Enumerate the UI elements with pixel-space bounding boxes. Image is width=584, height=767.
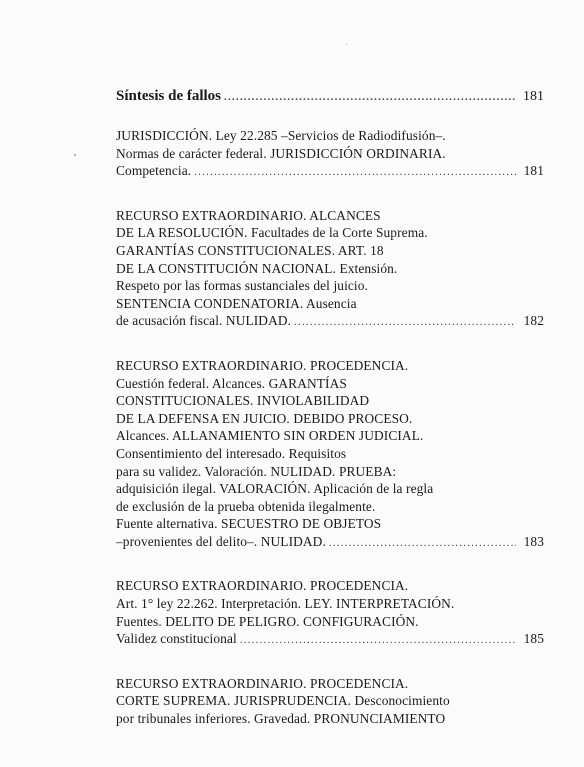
toc-entry	[116, 207, 544, 332]
entry-text: Validez constitucional	[116, 631, 237, 647]
entry-line: JURISDICCIÓN. Ley 22.285 –Servicios de Radiodifusión–.	[116, 128, 446, 143]
entry-line: para su validez. Valoración. NULIDAD. PRUEBA:	[116, 463, 397, 479]
entry-line: de exclusión de la prueba obtenida ilegalmente.	[116, 498, 376, 514]
entry-line: DE LA RESOLUCIÓN. Facultades de la Corte Suprema.	[116, 225, 428, 241]
page-number: 183	[523, 533, 544, 549]
entry-line: CONSTITUCIONALES. INVIOLABILIDAD	[116, 393, 370, 409]
entry-text: de acusación fiscal. NULIDAD.	[116, 313, 292, 329]
entry-line: Cuestión federal. Alcances. GARANTÍAS	[116, 375, 347, 391]
dot-leader	[294, 314, 516, 332]
entry-last-line	[116, 162, 544, 182]
entry-line: Alcances. ALLANAMIENTO SIN ORDEN JUDICIAL.	[116, 428, 424, 444]
entry-line: por tribunales inferiores. Gravedad. PRONUNCIAMIENTO	[116, 711, 446, 727]
entry-last-line	[116, 533, 544, 553]
entry-last-line	[116, 630, 544, 650]
heading-page-number: 181	[523, 89, 544, 104]
dot-leader	[194, 164, 515, 182]
entry-line: RECURSO EXTRAORDINARIO. PROCEDENCIA.	[116, 578, 409, 594]
entry-line: RECURSO EXTRAORDINARIO. PROCEDENCIA.	[116, 357, 409, 373]
heading-title: Síntesis de fallos	[116, 88, 222, 104]
entry-line: RECURSO EXTRAORDINARIO. PROCEDENCIA.	[116, 675, 409, 691]
dot-leader	[240, 632, 516, 650]
entry-line: CORTE SUPREMA. JURISPRUDENCIA. Desconocimiento	[116, 693, 450, 709]
entry-text: –provenientes del delito–. NULIDAD.	[116, 533, 326, 549]
toc-entry	[116, 577, 544, 649]
page-number: 182	[523, 313, 544, 329]
entry-line: Normas de carácter federal. JURISDICCIÓN ORDINARIA.	[116, 145, 446, 161]
page-number: 185	[523, 631, 544, 647]
paper-speck	[346, 44, 347, 45]
entry-line: Fuente alternativa. SECUESTRO DE OBJETOS	[116, 516, 382, 532]
entry-line: adquisición ilegal. VALORACIÓN. Aplicación de la regla	[116, 481, 434, 497]
entry-line: Fuentes. DELITO DE PELIGRO. CONFIGURACIÓN.	[116, 613, 419, 629]
toc-entry	[116, 127, 544, 182]
entry-line: SENTENCIA CONDENATORIA. Ausencia	[116, 295, 357, 311]
section-heading	[116, 88, 544, 105]
entry-line: RECURSO EXTRAORDINARIO. ALCANCES	[116, 207, 381, 223]
entry-line: GARANTÍAS CONSTITUCIONALES. ART. 18	[116, 242, 384, 258]
toc-entry	[116, 675, 544, 728]
dot-leader	[329, 535, 516, 553]
entry-line: Art. 1° ley 22.262. Interpretación. LEY. INTERPRETACIÓN.	[116, 596, 455, 612]
entry-line: Respeto por las formas sustanciales del juicio.	[116, 278, 368, 294]
entry-line: Consentimiento del interesado. Requisitos	[116, 445, 347, 461]
entry-text: Competencia.	[116, 163, 192, 179]
entry-list	[116, 127, 544, 728]
entry-line: DE LA DEFENSA EN JUICIO. DEBIDO PROCESO.	[116, 410, 413, 426]
paper-speck	[74, 154, 76, 156]
table-of-contents	[116, 88, 544, 753]
entry-line: DE LA CONSTITUCIÓN NACIONAL. Extensión.	[116, 260, 398, 276]
page-number: 181	[523, 163, 544, 179]
toc-entry	[116, 357, 544, 553]
dot-leader	[224, 91, 515, 103]
entry-last-line	[116, 312, 544, 332]
